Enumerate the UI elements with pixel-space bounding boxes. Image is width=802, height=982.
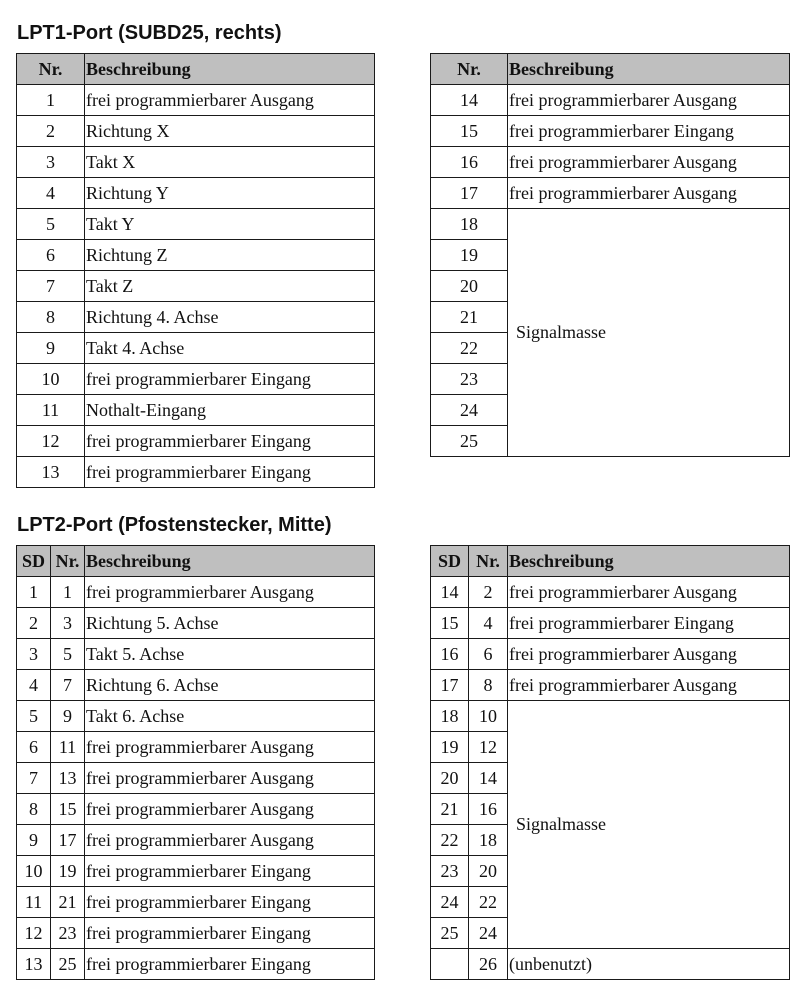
ground-label: Signalmasse — [508, 209, 790, 457]
pin-number: 4 — [17, 178, 85, 209]
table-row — [431, 85, 790, 116]
pin-description: frei programmierbarer Eingang — [85, 918, 375, 949]
column-header-nr: Nr. — [469, 546, 508, 577]
pin-description: Takt Y — [85, 209, 375, 240]
pin-number: 14 — [469, 763, 508, 794]
pin-description: frei programmierbarer Eingang — [85, 949, 375, 980]
pin-description: frei programmierbarer Eingang — [85, 457, 375, 488]
pin-number: 12 — [469, 732, 508, 763]
table-row — [17, 608, 375, 639]
table-row — [17, 732, 375, 763]
table-row — [17, 887, 375, 918]
column-header-sd: SD — [431, 546, 469, 577]
pin-description: Richtung Z — [85, 240, 375, 271]
pin-number: 17 — [431, 178, 508, 209]
table-row — [17, 364, 375, 395]
pin-description: Richtung 5. Achse — [85, 608, 375, 639]
pin-number: 16 — [431, 147, 508, 178]
table-row — [17, 85, 375, 116]
column-header-nr: Nr. — [17, 54, 85, 85]
sd-pin: 23 — [431, 856, 469, 887]
pin-description: Nothalt-Eingang — [85, 395, 375, 426]
pin-description: frei programmierbarer Ausgang — [508, 577, 790, 608]
pin-description: frei programmierbarer Ausgang — [85, 732, 375, 763]
sd-pin: 1 — [17, 577, 51, 608]
table-row — [17, 209, 375, 240]
table-row — [17, 918, 375, 949]
table-row — [17, 395, 375, 426]
pin-description: frei programmierbarer Eingang — [85, 887, 375, 918]
pin-description: frei programmierbarer Ausgang — [508, 639, 790, 670]
sd-pin: 14 — [431, 577, 469, 608]
pin-number: 13 — [51, 763, 85, 794]
pin-number: 3 — [17, 147, 85, 178]
table-header-row — [431, 546, 790, 577]
sd-pin: 5 — [17, 701, 51, 732]
column-header-nr: Nr. — [51, 546, 85, 577]
pin-description: Takt 4. Achse — [85, 333, 375, 364]
sd-pin: 11 — [17, 887, 51, 918]
pin-description: frei programmierbarer Ausgang — [85, 794, 375, 825]
pin-description: Takt X — [85, 147, 375, 178]
table-row — [431, 178, 790, 209]
lpt1-table-right — [430, 53, 790, 457]
pin-number: 16 — [469, 794, 508, 825]
lpt2-table-left — [16, 545, 375, 980]
sd-pin: 18 — [431, 701, 469, 732]
pin-number: 22 — [469, 887, 508, 918]
pin-number: 11 — [51, 732, 85, 763]
lpt1-table-left — [16, 53, 375, 488]
pin-number: 1 — [17, 85, 85, 116]
sd-pin: 24 — [431, 887, 469, 918]
table-row — [17, 577, 375, 608]
pin-number: 11 — [17, 395, 85, 426]
pin-number: 18 — [469, 825, 508, 856]
pin-number: 4 — [469, 608, 508, 639]
pin-number: 6 — [17, 240, 85, 271]
column-header-beschreibung: Beschreibung — [508, 54, 790, 85]
table-row — [431, 608, 790, 639]
lpt2-table-right — [430, 545, 790, 980]
sd-pin: 3 — [17, 639, 51, 670]
column-header-beschreibung: Beschreibung — [85, 546, 375, 577]
pin-description: frei programmierbarer Eingang — [508, 608, 790, 639]
pin-number: 19 — [431, 240, 508, 271]
pin-number: 8 — [17, 302, 85, 333]
pin-number: 13 — [17, 457, 85, 488]
column-header-beschreibung: Beschreibung — [85, 54, 375, 85]
sd-pin: 16 — [431, 639, 469, 670]
table-row — [17, 701, 375, 732]
sd-pin: 22 — [431, 825, 469, 856]
pin-description: frei programmierbarer Eingang — [85, 856, 375, 887]
pin-number: 7 — [51, 670, 85, 701]
table-row — [17, 825, 375, 856]
pin-number: 12 — [17, 426, 85, 457]
pin-number: 15 — [51, 794, 85, 825]
table-row — [431, 147, 790, 178]
sd-pin: 21 — [431, 794, 469, 825]
pin-description: frei programmierbarer Eingang — [85, 426, 375, 457]
table-row — [431, 116, 790, 147]
pin-number: 20 — [469, 856, 508, 887]
pin-number: 14 — [431, 85, 508, 116]
pin-description: frei programmierbarer Ausgang — [508, 147, 790, 178]
pin-number: 9 — [51, 701, 85, 732]
pin-number: 25 — [51, 949, 85, 980]
pin-number: 5 — [17, 209, 85, 240]
pin-number: 20 — [431, 271, 508, 302]
column-header-nr: Nr. — [431, 54, 508, 85]
sd-pin: 2 — [17, 608, 51, 639]
pin-number: 15 — [431, 116, 508, 147]
pin-description: frei programmierbarer Ausgang — [85, 825, 375, 856]
sd-pin: 4 — [17, 670, 51, 701]
pin-number: 18 — [431, 209, 508, 240]
table-row — [17, 178, 375, 209]
pin-number: 25 — [431, 426, 508, 457]
pin-description: frei programmierbarer Ausgang — [508, 670, 790, 701]
pin-description: frei programmierbarer Ausgang — [508, 178, 790, 209]
table-row — [17, 426, 375, 457]
pin-description: (unbenutzt) — [508, 949, 790, 980]
table-row — [431, 577, 790, 608]
table-row — [431, 701, 790, 732]
sd-pin: 17 — [431, 670, 469, 701]
pin-number: 26 — [469, 949, 508, 980]
sd-pin — [431, 949, 469, 980]
sd-pin: 20 — [431, 763, 469, 794]
column-header-beschreibung: Beschreibung — [508, 546, 790, 577]
table-row — [17, 240, 375, 271]
pin-number: 5 — [51, 639, 85, 670]
table-row — [17, 763, 375, 794]
table-row — [431, 670, 790, 701]
pin-description: Takt Z — [85, 271, 375, 302]
pin-description: Takt 6. Achse — [85, 701, 375, 732]
pin-description: Richtung 4. Achse — [85, 302, 375, 333]
table-row — [431, 639, 790, 670]
table-row — [17, 147, 375, 178]
pin-number: 24 — [469, 918, 508, 949]
sd-pin: 9 — [17, 825, 51, 856]
sd-pin: 13 — [17, 949, 51, 980]
pin-number: 21 — [51, 887, 85, 918]
table-row — [17, 333, 375, 364]
pin-description: frei programmierbarer Ausgang — [85, 85, 375, 116]
column-header-sd: SD — [17, 546, 51, 577]
table-row — [17, 949, 375, 980]
pin-number: 3 — [51, 608, 85, 639]
sd-pin: 10 — [17, 856, 51, 887]
pin-description: frei programmierbarer Eingang — [85, 364, 375, 395]
sd-pin: 8 — [17, 794, 51, 825]
pin-number: 23 — [431, 364, 508, 395]
table-header-row — [17, 54, 375, 85]
pin-number: 23 — [51, 918, 85, 949]
pin-number: 9 — [17, 333, 85, 364]
lpt1-title: LPT1-Port (SUBD25, rechts) — [17, 22, 282, 44]
sd-pin: 15 — [431, 608, 469, 639]
pin-number: 17 — [51, 825, 85, 856]
pin-description: frei programmierbarer Ausgang — [85, 763, 375, 794]
lpt2-title: LPT2-Port (Pfostenstecker, Mitte) — [17, 514, 332, 536]
table-row — [17, 271, 375, 302]
sd-pin: 7 — [17, 763, 51, 794]
pin-number: 24 — [431, 395, 508, 426]
pin-number: 6 — [469, 639, 508, 670]
pin-description: frei programmierbarer Ausgang — [508, 85, 790, 116]
table-row — [17, 116, 375, 147]
pin-number: 21 — [431, 302, 508, 333]
pin-description: Takt 5. Achse — [85, 639, 375, 670]
pin-number: 19 — [51, 856, 85, 887]
pin-number: 10 — [17, 364, 85, 395]
sd-pin: 6 — [17, 732, 51, 763]
pin-number: 1 — [51, 577, 85, 608]
pin-number: 8 — [469, 670, 508, 701]
pin-number: 10 — [469, 701, 508, 732]
table-header-row — [17, 546, 375, 577]
table-row — [17, 639, 375, 670]
pin-number: 2 — [469, 577, 508, 608]
sd-pin: 12 — [17, 918, 51, 949]
table-row — [17, 302, 375, 333]
ground-label: Signalmasse — [508, 701, 790, 949]
sd-pin: 25 — [431, 918, 469, 949]
table-row — [17, 794, 375, 825]
table-row — [431, 209, 790, 240]
sd-pin: 19 — [431, 732, 469, 763]
pin-description: Richtung 6. Achse — [85, 670, 375, 701]
table-row — [17, 457, 375, 488]
pin-number: 22 — [431, 333, 508, 364]
pin-number: 7 — [17, 271, 85, 302]
pin-description: frei programmierbarer Eingang — [508, 116, 790, 147]
pin-description: Richtung Y — [85, 178, 375, 209]
table-row — [17, 856, 375, 887]
table-row — [431, 949, 790, 980]
pin-description: Richtung X — [85, 116, 375, 147]
table-header-row — [431, 54, 790, 85]
table-row — [17, 670, 375, 701]
pin-description: frei programmierbarer Ausgang — [85, 577, 375, 608]
pin-number: 2 — [17, 116, 85, 147]
